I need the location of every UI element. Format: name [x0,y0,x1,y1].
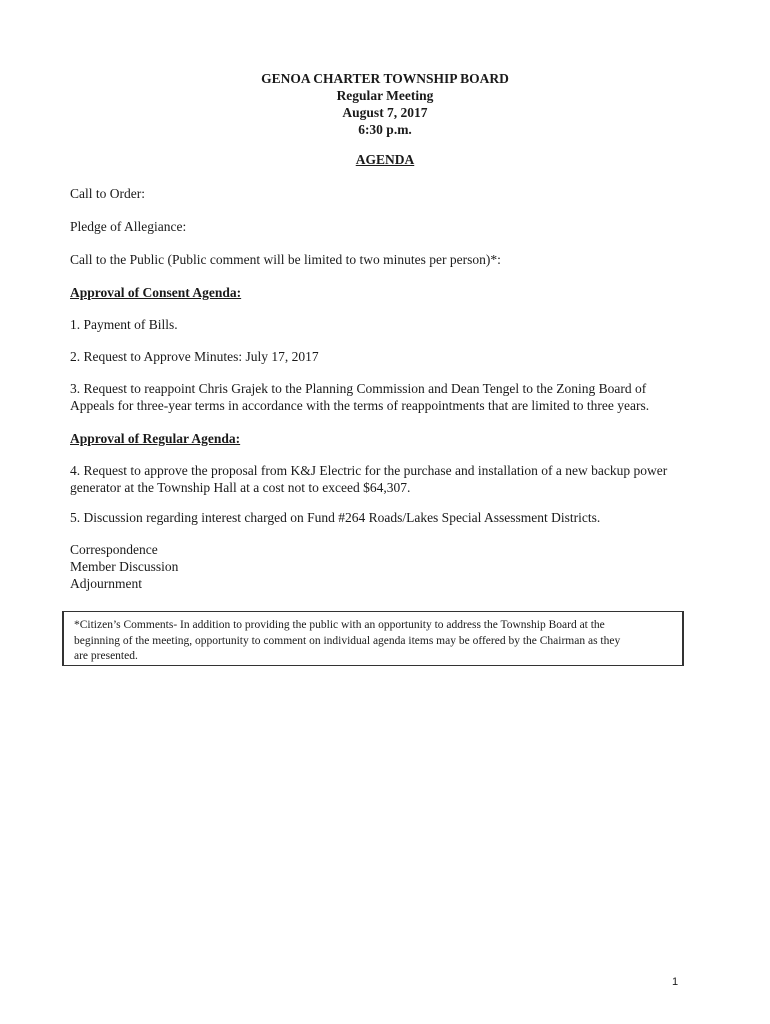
meeting-date: August 7, 2017 [342,105,428,120]
call-to-order: Call to Order: [70,186,145,201]
regular-agenda-heading: Approval of Regular Agenda: [70,431,241,446]
meeting-type: Regular Meeting [336,88,434,103]
consent-item-3-line-2: Appeals for three-year terms in accordance with the terms of reappointments that are limited to three years. [70,398,650,413]
pledge-of-allegiance: Pledge of Allegiance: [70,219,187,234]
org-title: GENOA CHARTER TOWNSHIP BOARD [261,71,509,86]
adjournment: Adjournment [70,576,142,591]
regular-item-4-line-1: 4. Request to approve the proposal from K&J Electric for the purchase and installation of a new backup power [70,463,668,478]
consent-item-3-line-1: 3. Request to reappoint Chris Grajek to the Planning Commission and Dean Tengel to the Zoning Board of [70,381,647,396]
consent-item-2: 2. Request to Approve Minutes: July 17, 2017 [70,349,319,364]
document-header [0,70,770,138]
citizen-comments-box [62,611,684,666]
meeting-time: 6:30 p.m. [358,122,412,137]
regular-item-4 [70,462,710,496]
call-to-public: Call to the Public (Public comment will be limited to two minutes per person)*: [70,252,501,267]
consent-item-1: 1. Payment of Bills. [70,317,178,332]
consent-agenda-heading: Approval of Consent Agenda: [70,285,242,300]
member-discussion: Member Discussion [70,559,179,574]
page-number: 1 [672,976,679,988]
citizen-comments-text [74,618,620,665]
consent-item-3 [70,380,710,414]
citizen-note-line-2: beginning of the meeting, opportunity to comment on individual agenda items may be offered by the Chairman as they [74,634,621,647]
regular-item-4-line-2: generator at the Township Hall at a cost not to exceed $64,307. [70,480,411,495]
agenda-title: AGENDA [355,152,415,167]
citizen-note-line-1: *Citizen’s Comments- In addition to providing the public with an opportunity to address the Township Board at the [74,619,605,631]
correspondence: Correspondence [70,542,158,557]
regular-item-5: 5. Discussion regarding interest charged on Fund #264 Roads/Lakes Special Assessment Districts. [70,510,601,525]
citizen-note-line-3: are presented. [74,650,138,662]
closing-items [70,541,710,592]
